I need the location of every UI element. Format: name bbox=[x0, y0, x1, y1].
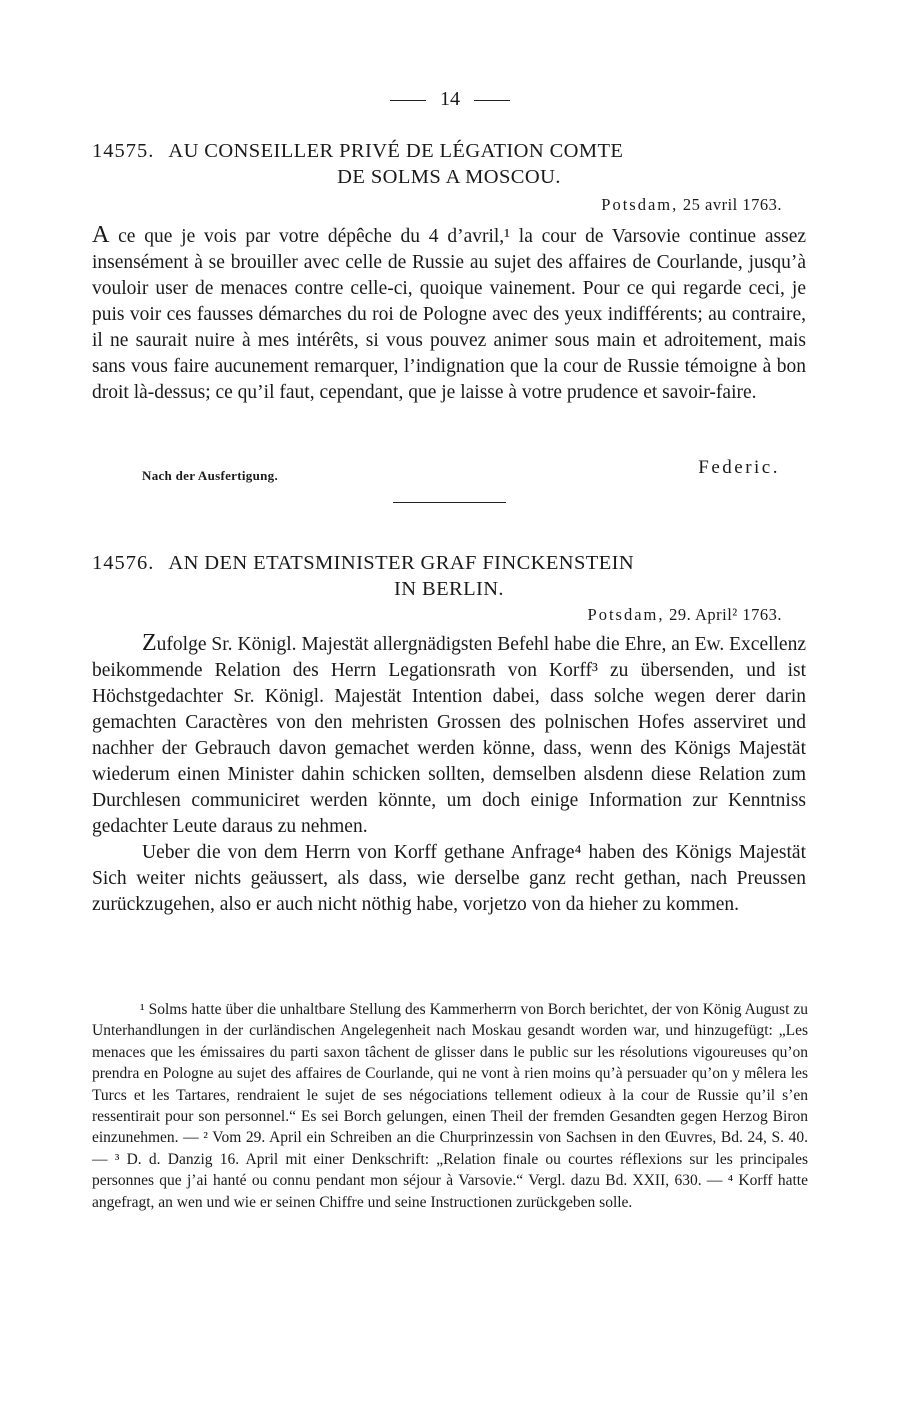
letter-number: 14575. bbox=[92, 140, 155, 162]
letter-body-paragraph-2: Ueber die von dem Herrn von Korff gethane Anfrage⁴ haben des Königs Majestät Sich weiter nichts geäussert, als dass, wie derselbe ganz recht gethan, nach Preussen zurückzugehen, also er auch nicht nöthig habe, vorjetzo von da hieher zu kommen. bbox=[92, 842, 806, 915]
date-rest: 25 avril 1763. bbox=[682, 195, 782, 214]
letter-body-14575 bbox=[92, 222, 806, 406]
footnotes bbox=[92, 999, 808, 1213]
page-number-rule-right bbox=[474, 100, 510, 101]
page-number-header bbox=[0, 88, 900, 111]
letter-heading-line1: AN DEN ETATSMINISTER GRAF FINCKENSTEIN bbox=[168, 552, 635, 574]
section-divider bbox=[393, 502, 506, 503]
letter-dateline-14576 bbox=[588, 605, 782, 625]
letter-heading-14575 bbox=[92, 138, 806, 190]
letter-dateline-14575 bbox=[601, 195, 782, 215]
signature: Federic. bbox=[698, 457, 780, 478]
letter-body-text: ce que je vois par votre dépêche du 4 d’avril,¹ la cour de Varsovie continue assez insensément à se brouiller avec celle de Russie au sujet des affaires de Courlande, jusqu’à vouloir user de menaces contre celle-ci, quoique vainement. Pour ce qui regarde ceci, je puis voir ces fausses démarches du roi de Pologne avec des yeux indifférents; au contraire, il ne saurait nuire à mes intérêts, si vous pouvez animer sous main et adroitement, mais sans vous faire aucunement remarquer, l’indignation que la cour de Russie témoigne à bon droit là-dessus; ce qu’il faut, cependant, que je laisse à votre prudence et savoir-faire. bbox=[92, 226, 807, 403]
letter-body-paragraph-1: ufolge Sr. Königl. Majestät allergnädigsten Befehl habe die Ehre, an Ew. Excellenz beikommende Relation des Herrn Legationsrath von Korff³ zu übersenden, und ist Höchstgedachter Sr. Königl. Majestät Intention dabei, dass solche wegen derer darin gemachten Caractères von den mehristen Grossen des polnischen Hofes asserviret und nachher der Gebrauch davon gemachet werden könne, dass, wenn des Königs Majestät wiederum einen Minister dahin schicken sollten, demselben alsdenn diese Relation zum Durchlesen communiciret werden könnte, um doch einige Information zur Kenntniss gedachter Leute daraus zu nehmen. bbox=[92, 634, 806, 837]
source-note: Nach der Ausfertigung. bbox=[142, 468, 279, 483]
date-rest: 29. April² 1763. bbox=[669, 605, 782, 624]
page-number-rule-left bbox=[390, 100, 426, 101]
date-place: Potsdam, bbox=[601, 195, 679, 214]
letter-heading-line2: IN BERLIN. bbox=[394, 578, 504, 600]
letter-heading-line2: DE SOLMS A MOSCOU. bbox=[337, 166, 561, 188]
letter-body-14576 bbox=[92, 630, 806, 918]
date-place: Potsdam, bbox=[587, 605, 665, 624]
letter-heading-14576 bbox=[92, 550, 806, 602]
page-number: 14 bbox=[440, 88, 460, 110]
letter-number: 14576. bbox=[92, 552, 155, 574]
footnotes-text: ¹ Solms hatte über die unhaltbare Stellung des Kammerherrn von Borch berichtet, der von König August zu Unterhandlungen in der curländischen Angelegenheit nach Moskau gesandt worden war, und hinzugefügt: „Les menaces que les émissaires du parti saxon tâchent de glisser dans le public sur les résolutions vigoureuses qu’on prendra en Pologne au sujet des affaires de Courlande, qui ne vont à rien moins qu’à persuader qu’on y mêlera les Turcs et les Tartares, rendraient le sujet de ses négociations tellement odieux à la cour de Russie qu’il s’en ressentirait pour son personnel.“ Es sei Borch gelungen, einen Theil der fremden Gesandten gegen Herzog Biron einzunehmen. — ² Vom 29. April ein Schreiben an die Churprinzessin von Sachsen in den Œuvres, Bd. 24, S. 40. — ³ D. d. Danzig 16. April mit einer Denkschrift: „Relation finale ou courtes réflexions sur les principales personnes que j’ai hanté ou connu pendant mon séjour à Varsovie.“ Vergl. dazu Bd. XXII, 630. — ⁴ Korff hatte angefragt, an wen und wie er seinen Chiffre und seine Instructionen zurückgeben solle. bbox=[92, 1001, 808, 1211]
dropcap: Z bbox=[142, 630, 157, 656]
letter-heading-line1: AU CONSEILLER PRIVÉ DE LÉGATION COMTE bbox=[168, 140, 624, 162]
dropcap: A bbox=[92, 222, 110, 248]
